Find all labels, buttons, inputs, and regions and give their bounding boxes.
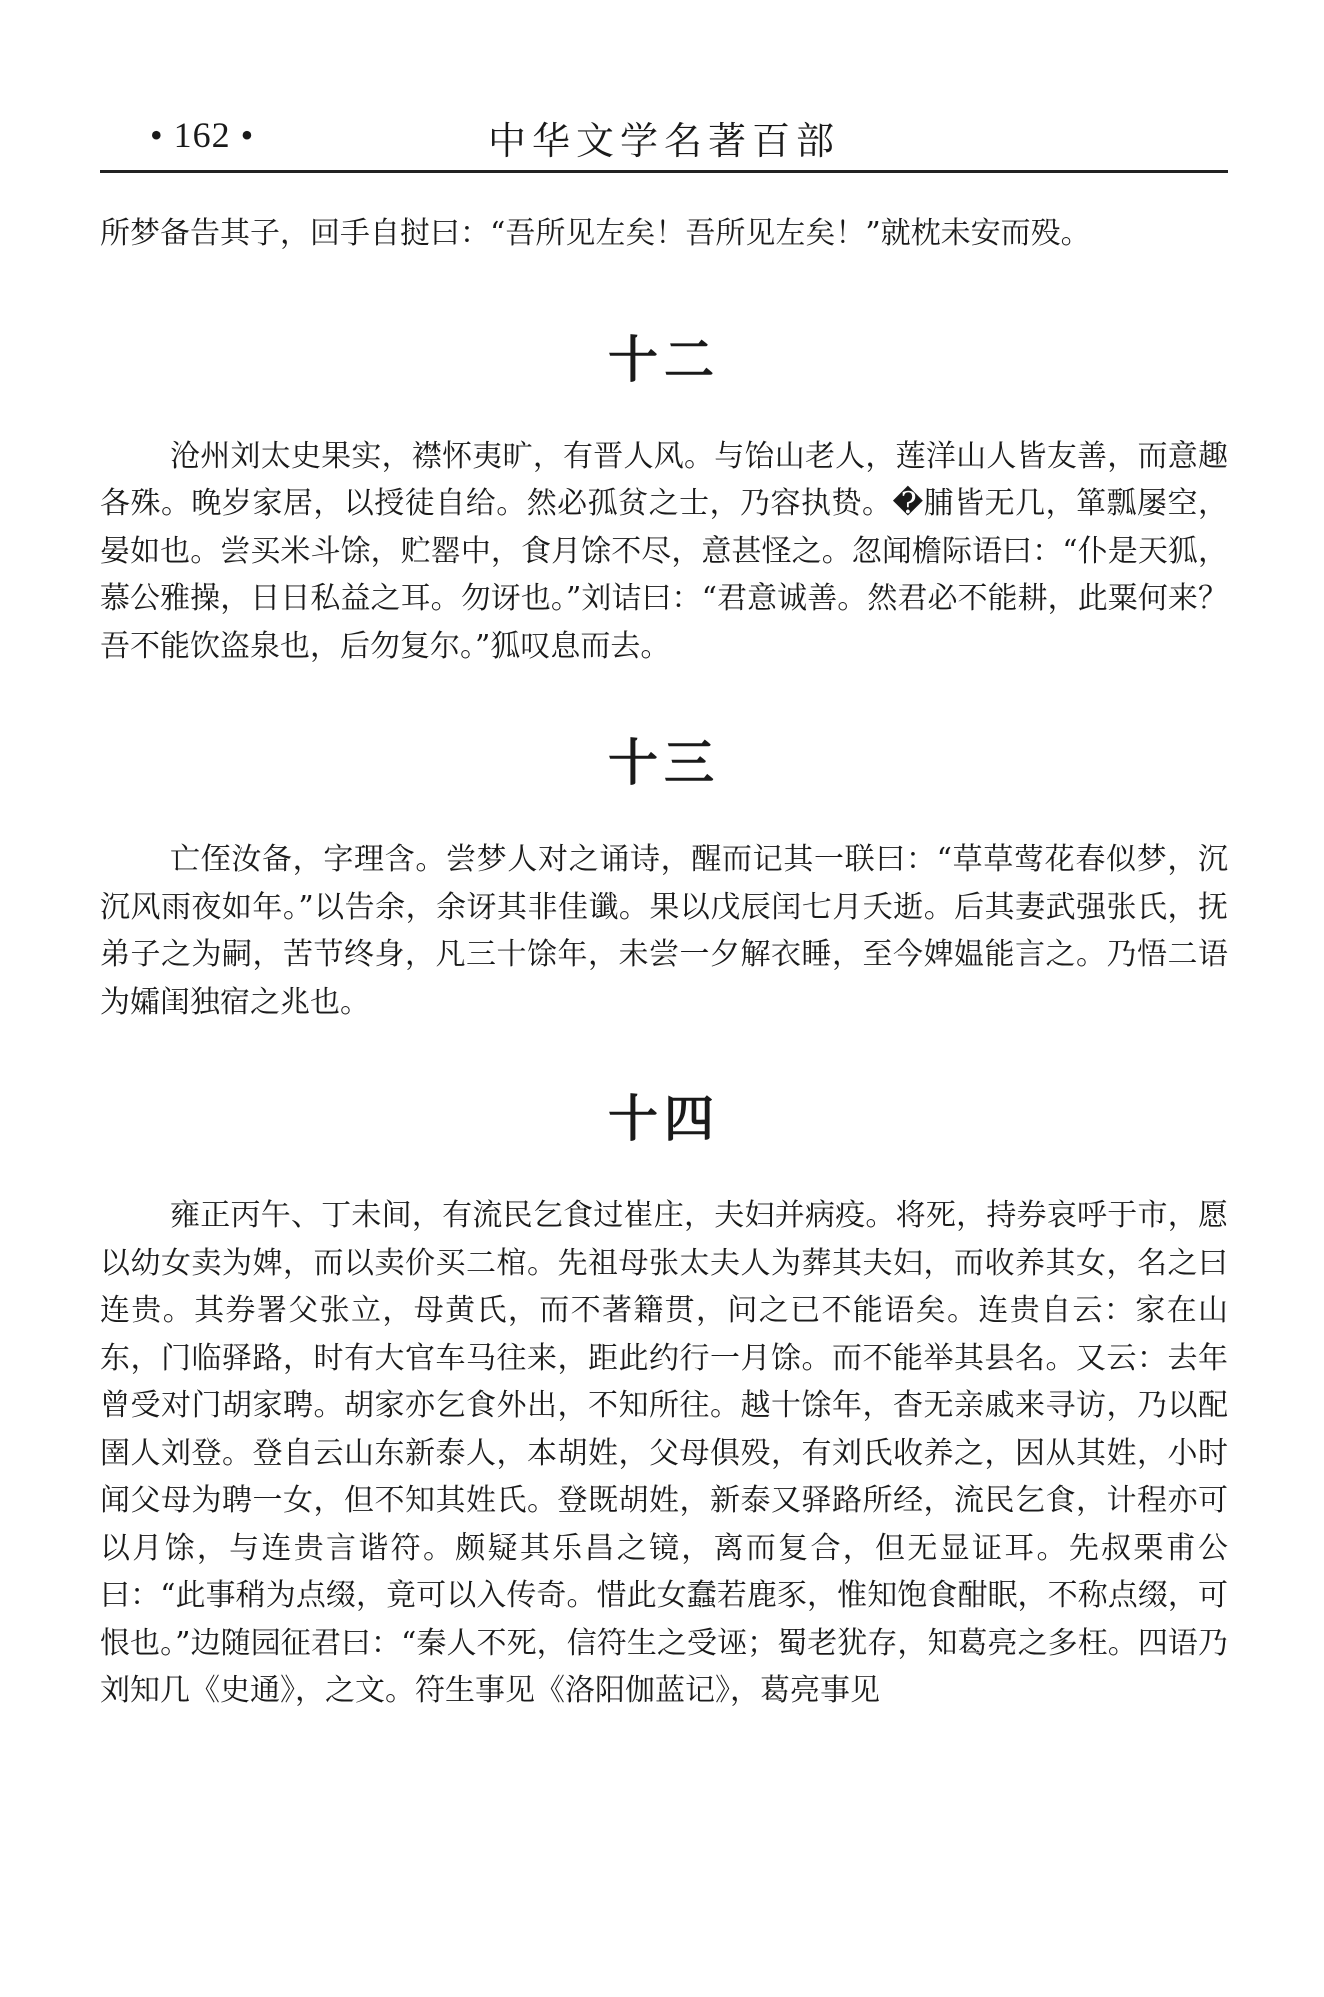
section-paragraph-12: 沧州刘太史果实，襟怀夷旷，有晋人风。与饴山老人，莲洋山人皆友善，而意趣各殊。晚岁家居，以授徒自给。然必孤贫之士，乃容执贽。�脯皆无几，箪瓢屡空，晏如也。尝买米斗馀，贮罂中，食月馀不尽，意甚怪之。忽闻檐际语曰：“仆是天狐，慕公雅操，日日私益之耳。勿讶也。”刘诘曰：“君意诚善。然君必不能耕，此粟何来？吾不能饮盗泉也，后勿复尔。”狐叹息而去。: [100, 438, 1228, 664]
section-paragraph-14: 雍正丙午、丁未间，有流民乞食过崔庄，夫妇并病疫。将死，持券哀呼于市，愿以幼女卖为婢，而以卖价买二棺。先祖母张太夫人为葬其夫妇，而收养其女，名之曰连贵。其券署父张立，母黄氏，而不著籍贯，问之已不能语矣。连贵自云：家在山东，门临驿路，时有大官车马往来，距此约行一月馀。而不能举其县名。又云：去年曾受对门胡家聘。胡家亦乞食外出，不知所往。越十馀年，杳无亲戚来寻访，乃以配圉人刘登。登自云山东新泰人，本胡姓，父母俱殁，有刘氏收养之，因从其姓，小时闻父母为聘一女，但不知其姓氏。登既胡姓，新泰又驿路所经，流民乞食，计程亦可以月馀，与连贵言谐符。颇疑其乐昌之镜，离而复合，但无显证耳。先叔栗甫公曰：“此事稍为点缀，竟可以入传奇。惜此女蠢若鹿豕，惟知饱食酣眠，不称点缀，可恨也。”边随园征君曰：“秦人不死，信符生之受诬；蜀老犹存，知葛亮之多枉。四语乃刘知几《史通》，之文。符生事见《洛阳伽蓝记》，葛亮事见: [100, 1198, 1228, 1708]
section-heading-12: 十二: [608, 330, 720, 389]
carryover-paragraph: 所梦备告其子，回手自挝曰：“吾所见左矣！吾所见左矣！”就枕未安而殁。: [100, 216, 1091, 251]
page-number: • 162 •: [150, 115, 255, 155]
book-title: 中华文学名著百部: [487, 119, 840, 163]
section-paragraph-13: 亡侄汝备，字理含。尝梦人对之诵诗，醒而记其一联曰：“草草莺花春似梦，沉沉风雨夜如年。”以告余，余讶其非佳谶。果以戊辰闰七月夭逝。后其妻武强张氏，抚弟子之为嗣，苦节终身，凡三十馀年，未尝一夕解衣睡，至今婢媪能言之。乃悟二语为孀闺独宿之兆也。: [100, 842, 1228, 1020]
section-heading-13: 十三: [608, 734, 720, 792]
header-rule: [100, 170, 1228, 173]
page-body: [100, 210, 1228, 1715]
book-page: [100, 0, 1228, 1997]
page-header: [100, 108, 1228, 168]
section-heading-14: 十四: [608, 1090, 720, 1148]
